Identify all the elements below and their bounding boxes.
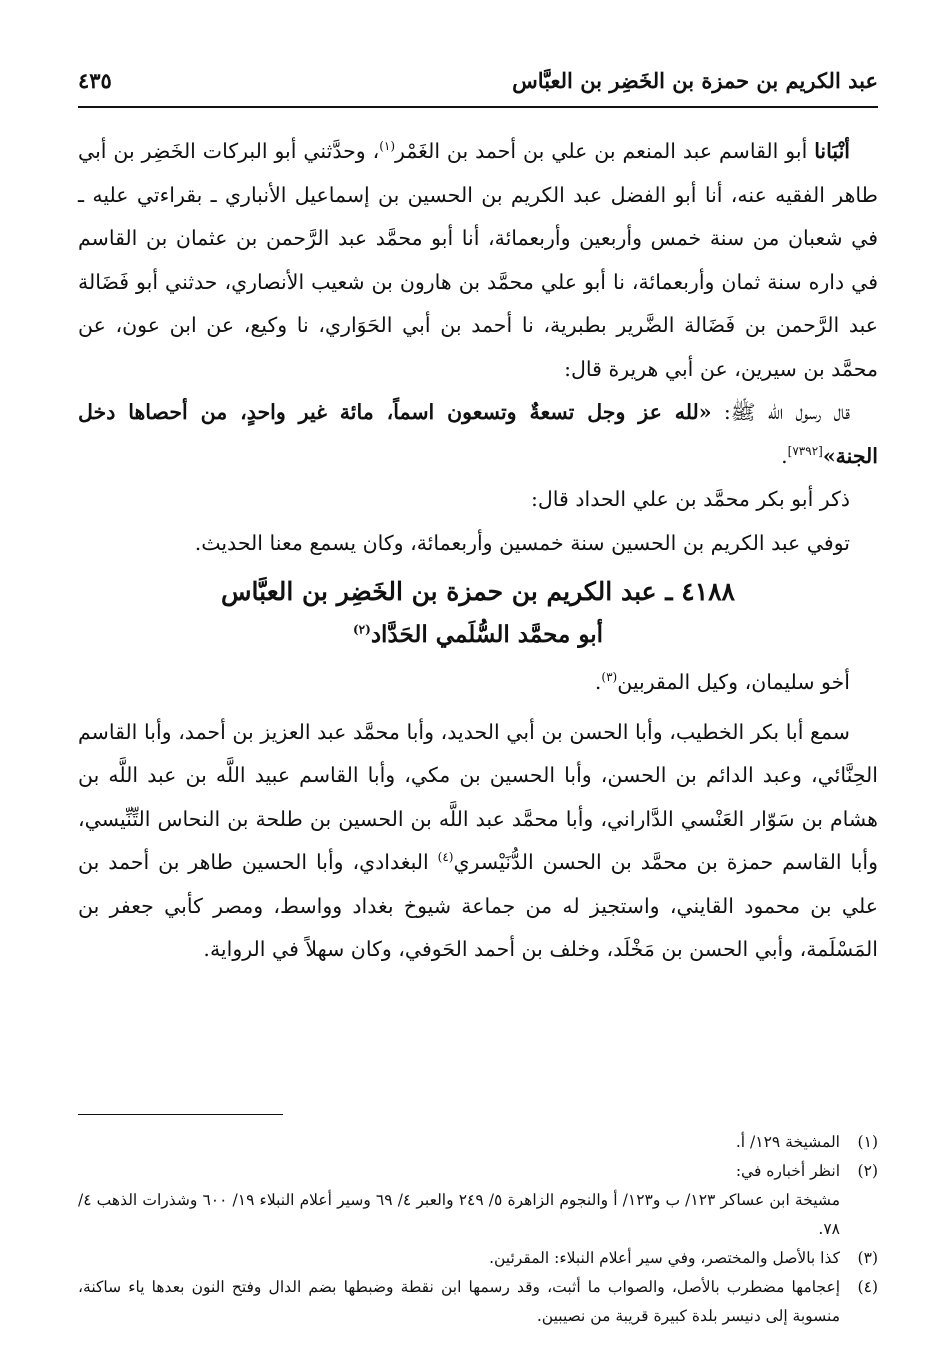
paragraph-isnad: [78, 130, 878, 391]
paragraph-text: أبو القاسم عبد المنعم بن علي بن أحمد بن الغَمْر: [395, 139, 815, 163]
footnote: [78, 1273, 878, 1331]
footnote-text: المشيخة ١٢٩/ أ.: [735, 1133, 840, 1151]
footnote-rule: [78, 1114, 283, 1115]
hadith-text: «لله عز وجل تسعةٌ وتسعون اسماً، مائة غير واحدٍ، من أحصاها دخل الجنة»: [78, 400, 878, 468]
header-rule: [78, 106, 878, 108]
paragraph-teachers: سمع أبا بكر الخطيب، وأبا الحسن بن أبي الحديد، وأبا محمَّد عبد العزيز بن أحمد، وأبا القاسم الحِنَّائي، وعبد الدائم بن الحسن، وأبا الحسين بن مكي، وأبا القاسم عبيد اللَّه بن عبد اللَّه بن هشام بن سَوّار العَنْسي الدَّاراني، وأبا محمَّد عبد اللَّه بن الحسين بن طلحة بن النحاس التِّنِّيسي، وأبا القاسم حمزة بن محمَّد بن الحسن الدُّنَيْسري$^{(٤)}$ البغدادي، وأبا الحسين طاهر بن أحمد بن علي بن محمود القايني، واستجيز له من جماعة شيوخ بغداد وواسط، ومصر كأبي جعفر بن المَسْلَمة، وأبي الحسن بن مَخْلَد، وخلف بن أحمد الحَوفي، وكان سهلاً في الرواية.: [78, 719, 879, 961]
entry-subtitle: أبو محمَّد السُّلَمي الحَدَّاد$^{(٢)}$: [352, 621, 603, 648]
lead-word: أنْبَانا: [814, 139, 850, 163]
footnote-text: انظر أخباره في:: [735, 1162, 840, 1180]
paragraph-text: قال رسول الله ﷺ:: [711, 400, 850, 424]
paragraph-report: ذكر أبو بكر محمَّد بن علي الحداد قال:: [531, 487, 850, 511]
footnote-text: كذا بالأصل والمختصر، وفي سير أعلام النبلاء: المقرئين.: [489, 1249, 840, 1267]
paragraph-hadith: قال رسول الله ﷺ: «لله عز وجل تسعةٌ وتسعون اسماً، مائة غير واحدٍ، من أحصاها دخل الجنة»[٧٣٩٢].: [78, 400, 878, 468]
footnote: [78, 1128, 878, 1157]
footnote-number: (١): [857, 1133, 878, 1151]
footnote-number: (٣): [857, 1249, 878, 1267]
footnotes: [78, 1128, 878, 1331]
footnote-number: (٤): [857, 1278, 878, 1296]
paragraph-death: توفي عبد الكريم بن الحسين سنة خمسين وأربعمائة، وكان يسمع معنا الحديث.: [194, 530, 850, 555]
footnote-marker: (٢): [352, 622, 371, 637]
page-number: ٤٣٥: [78, 68, 112, 93]
footnote: [78, 1157, 878, 1186]
entry-title: ٤١٨٨ ـ عبد الكريم بن حمزة بن الخَضِر بن العبَّاس: [221, 577, 735, 606]
hadith-reference: [٧٣٩٢]: [787, 443, 823, 458]
running-title: عبد الكريم بن حمزة بن الخَضِر بن العبَّاس: [512, 68, 878, 93]
page-header: [78, 62, 878, 106]
main-text: [78, 130, 878, 972]
footnote-text: إعجامها مضطرب بالأصل، والصواب ما أثبت، وقد رسمها ابن نقطة وضبطها بضم الدال وفتح النون بعدها ياء ساكنة، منسوبة إلى دنيسر بلدة كبيرة قريبة من نصيبين.: [78, 1278, 840, 1325]
footnote: [78, 1186, 878, 1244]
footnote-marker: (٤): [437, 850, 454, 865]
footnote-text: مشيخة ابن عساكر ١٢٣/ ب و١٢٣/ أ والنجوم الزاهرة ٥/ ٢٤٩ والعبر ٤/ ٦٩ وسير أعلام النبلاء ١٩/ ٦٠٠ وشذرات الذهب ٤/ ٧٨.: [78, 1191, 841, 1238]
paragraph-text: ، وحدَّثني أبو البركات الخَضِر بن أبي طاهر الفقيه عنه، أنا أبو الفضل عبد الكريم بن الحسين بن إسماعيل الأنباري ـ بقراءتي عليه ـ في شعبان من سنة خمس وأربعين وأربعمائة، أنا أبو محمَّد عبد الرَّحمن بن عثمان بن القاسم في داره سنة ثمان وأربعمائة، نا أبو علي محمَّد بن هارون بن شعيب الأنصاري، حدثني أبو فَضَالة عبد الرَّحمن بن فَضَالة الضَّرير بطبرية، نا أحمد بن أبي الحَوَاري، نا وكيع، عن ابن عون، عن محمَّد بن سيرين، عن أبي هريرة قال:: [78, 139, 878, 381]
footnote-number: (٢): [857, 1162, 878, 1180]
book-page: [78, 62, 878, 1332]
footnote-number: [840, 1186, 878, 1244]
footnote: [78, 1244, 878, 1273]
footnote-marker: (٣): [601, 670, 618, 685]
footnote-marker: (١): [379, 139, 396, 154]
paragraph-relation: أخو سليمان، وكيل المقربين$^{(٣)}$.: [594, 670, 850, 694]
